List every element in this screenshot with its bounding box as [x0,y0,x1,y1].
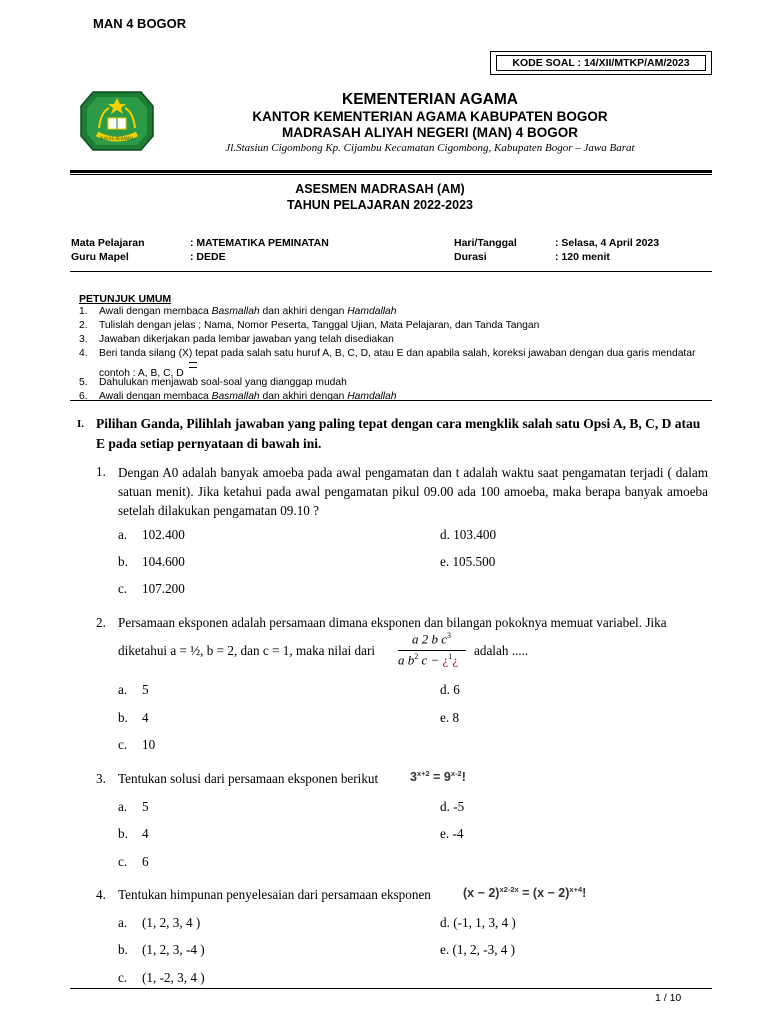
petunjuk-item: 2. Tulislah dengan jelas ; Nama, Nomor Peserta, Tanggal Ujian, Mata Pelajaran, dan Tanda Tangan [79,320,540,331]
option-c-label[interactable]: c. [118,854,128,869]
mapel-value: : MATEMATIKA PEMINATAN [190,237,329,249]
fraction-denominator: a $b^2$ c − ¿$^1$¿ [398,652,459,668]
option-b-value[interactable]: 104.600 [142,554,185,569]
durasi-value: : 120 menit [555,251,610,263]
option-b-value[interactable]: 4 [142,710,149,725]
petunjuk-item: 3. Jawaban dikerjakan pada lembar jawaban yang telah disediakan [79,334,394,345]
fraction-numerator: a 2 b $c^3$ [412,631,452,647]
option-d[interactable]: d. (-1, 1, 3, 4 ) [440,915,516,930]
option-b-label[interactable]: b. [118,554,128,569]
option-a-label[interactable]: a. [118,527,128,542]
header-divider-thick [70,170,712,173]
exam-year: TAHUN PELAJARAN 2022-2023 [287,198,473,212]
mapel-label: Mata Pelajaran [71,237,145,249]
question-number: 2. [96,615,106,630]
info-divider [70,271,712,272]
petunjuk-item: 1. Awali dengan membaca Basmallah dan akhiri dengan Hamdallah [79,306,397,317]
section-instructions: Pilihan Ganda, Pilihlah jawaban yang paling tepat dengan cara mengklik salah satu Opsi A, B, C, D atau E pada setiap pernyataan di bawah ini. [96,416,701,451]
question-text: Persamaan eksponen adalah persamaan dimana eksponen dan bilangan pokoknya memuat variabel. Jika [118,615,667,630]
page-number: 1 / 10 [655,992,682,1004]
option-a-value[interactable]: 102.400 [142,527,185,542]
option-e[interactable]: e. (1, 2, -3, 4 ) [440,942,516,957]
durasi-label: Durasi [454,251,487,263]
petunjuk-item: 5. Dahulukan menjawab soal-soal yang dianggap mudah [79,377,347,388]
header-address: Jl.Stasiun Cigombong Kp. Cijambu Kecamatan Cigombong, Kabupaten Bogor – Jawa Barat [225,142,635,154]
question-text: diketahui a = ½, b = 2, dan c = 1, maka nilai dari [118,643,376,658]
kemenag-logo-icon [79,88,155,154]
option-c-label[interactable]: c. [118,581,128,596]
option-a-label[interactable]: a. [118,682,128,697]
logo-motto: IKHLAS BERAMAL [99,136,135,141]
option-d[interactable]: d. 6 [440,682,460,697]
option-c-value[interactable]: 10 [142,737,156,752]
exam-title: ASESMEN MADRASAH (AM) [295,182,465,196]
option-b-label[interactable]: b. [118,942,128,957]
section-number: I. [77,418,85,430]
option-d[interactable]: d. -5 [440,799,465,814]
option-b-label[interactable]: b. [118,710,128,725]
kode-soal-label: KODE SOAL : 14/XII/MTKP/AM/2023 [496,55,706,71]
fraction-bar [398,650,466,651]
option-a-label[interactable]: a. [118,799,128,814]
petunjuk-item: contoh : A, B, C, D [79,362,719,379]
option-a-label[interactable]: a. [118,915,128,930]
school-name-top: MAN 4 BOGOR [93,16,187,31]
option-c-value[interactable]: 6 [142,854,149,869]
equation-exponent: $3^{x+2} = 9^{x-2}$! [410,769,466,785]
header-madrasah: MADRASAH ALIYAH NEGERI (MAN) 4 BOGOR [281,125,578,140]
option-b-value[interactable]: (1, 2, 3, -4 ) [142,942,205,957]
option-a-value[interactable]: (1, 2, 3, 4 ) [142,915,201,930]
option-a-value[interactable]: 5 [142,682,149,697]
option-c-value[interactable]: 107.200 [142,581,185,596]
equation-exponent: $(x - 2)^{x2-2x} = (x - 2)^{x+4}$! [463,885,587,901]
hari-value: : Selasa, 4 April 2023 [555,237,660,249]
option-b-label[interactable]: b. [118,826,128,841]
header-kementerian: KEMENTERIAN AGAMA [342,91,518,108]
footer-divider [70,988,712,989]
header-kantor: KANTOR KEMENTERIAN AGAMA KABUPATEN BOGOR [252,109,608,124]
petunjuk-item: 6. Awali dengan membaca Basmallah dan akhiri dengan Hamdallah [79,391,397,400]
hari-label: Hari/Tanggal [454,237,517,249]
option-e[interactable]: e. 8 [440,710,460,725]
question-number: 3. [96,771,106,786]
option-c-label[interactable]: c. [118,737,128,752]
option-c-value[interactable]: (1, -2, 3, 4 ) [142,970,205,985]
question-text: Tentukan solusi dari persamaan eksponen berikut [118,771,379,786]
petunjuk-item: 4. Beri tanda silang (X) tepat pada salah satu huruf A, B, C, D, atau E dan apabila salah, koreksi jawaban dengan dua garis mendatar [79,348,696,359]
strike-mark-icon [189,362,197,368]
option-e[interactable]: e. 105.500 [440,554,496,569]
option-d[interactable]: d. 103.400 [440,527,497,542]
question-text: adalah ..... [474,643,529,658]
guru-value: : DEDE [190,251,226,263]
option-c-label[interactable]: c. [118,970,128,985]
header-divider-thin [70,174,712,175]
question-number: 4. [96,887,106,902]
petunjuk-title: PETUNJUK UMUM [79,293,172,305]
petunjuk-divider [70,400,712,401]
question-text: Dengan A0 adalah banyak amoeba pada awal pengamatan dan t adalah waktu saat pengamatan terjadi ( dalam satuan menit). Jika ketahui pada awal pengamatan pikul 09.00 ada 100 amoeba, maka berapa banyak amoeba setelah dilakukan pengamatan 09.10 ? [118,465,708,518]
option-e[interactable]: e. -4 [440,826,464,841]
option-b-value[interactable]: 4 [142,826,149,841]
question-number: 1. [96,464,106,479]
option-a-value[interactable]: 5 [142,799,149,814]
guru-label: Guru Mapel [71,251,129,263]
question-text: Tentukan himpunan penyelesaian dari persamaan eksponen [118,887,431,902]
